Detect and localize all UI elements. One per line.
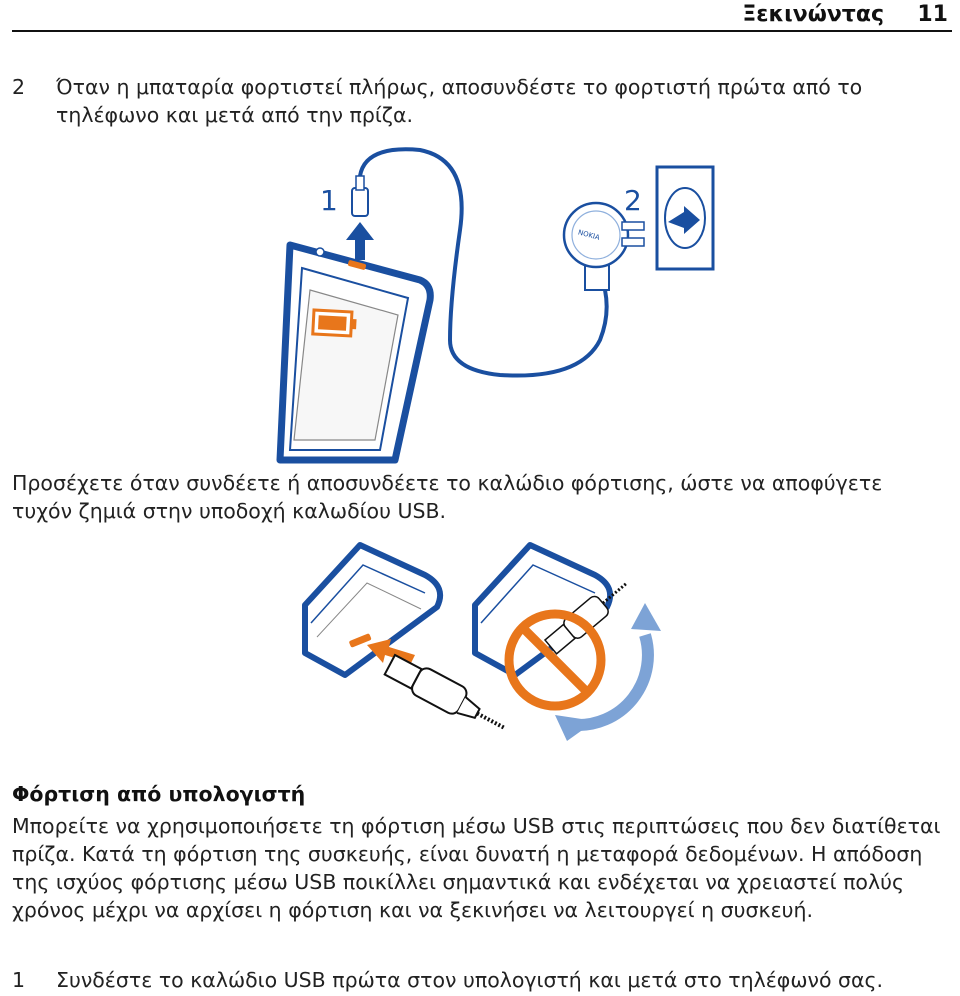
step-1-text: Συνδέστε το καλώδιο USB πρώτα στον υπολογιστή και μετά στο τηλέφωνό σας. — [56, 968, 884, 992]
step-1-number: 1 — [12, 968, 26, 992]
rotate-arrow-icon — [575, 635, 648, 725]
unplug-arrow-icon — [346, 222, 374, 260]
chapter-title: Ξεκινώντας — [742, 2, 884, 27]
wall-socket-illustration — [657, 167, 713, 269]
step-2-text: Όταν η μπαταρία φορτιστεί πλήρως, αποσυνδέστε το φορτιστή πρώτα από το τηλέφωνο και μετά από την πρίζα. — [56, 75, 863, 127]
charger-disconnect-illustration — [280, 140, 730, 460]
figure-label-2: 2 — [624, 184, 642, 217]
phone-illustration — [280, 245, 430, 460]
step-2-number: 2 — [12, 75, 26, 99]
section-body-text: Μπορείτε να χρησιμοποιήσετε τη φόρτιση μέσω USB στις περιπτώσεις που δεν διατίθεται πρίζα. Κατά τη φόρτιση της συσκευής, είναι δυνατή η μεταφορά δεδομένων. Η απόδοση της ισχύος φόρτισης μέσω USB ποικίλλει σημαντικά και ενδέχεται να χρειαστεί πολύς χρόνος μέχρι να αρχίσει η φόρτιση και να ξεκινήσει να λειτουργεί η συσκευή. — [12, 814, 941, 922]
charger-brand: NOKIA — [577, 228, 601, 242]
usb-connection-illustration — [305, 545, 665, 755]
header-divider — [12, 30, 952, 32]
figure-label-1: 1 — [320, 184, 338, 217]
caution-text: Προσέχετε όταν συνδέετε ή αποσυνδέετε το καλώδιο φόρτισης, ώστε να αποφύγετε τυχόν ζημιά στην υποδοχή καλωδίου USB. — [12, 471, 883, 523]
page-number: 11 — [917, 2, 948, 27]
battery-icon — [313, 310, 357, 336]
section-heading: Φόρτιση από υπολογιστή — [12, 782, 306, 806]
phone-incorrect-illustration — [475, 545, 661, 741]
